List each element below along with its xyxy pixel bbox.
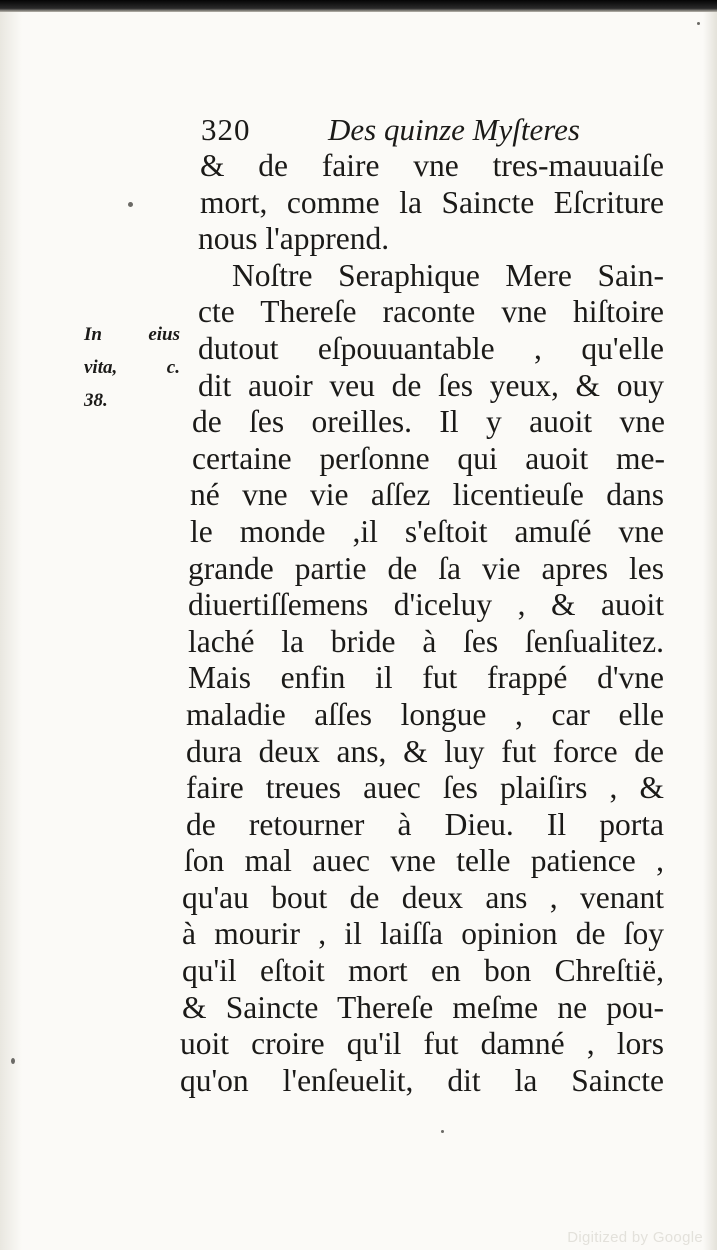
text-line: ſon mal auec vne telle patience , bbox=[184, 843, 664, 879]
ink-speck bbox=[697, 22, 700, 25]
text-line: nous l'apprend. bbox=[198, 221, 390, 257]
text-line: qu'il eſtoit mort en bon Chreſtië, bbox=[182, 953, 664, 989]
text-line: grande partie de ſa vie apres les bbox=[188, 550, 664, 586]
text-line: & Saincte Thereſe meſme ne pou- bbox=[182, 989, 664, 1025]
text-line: faire treues auec ſes plaiſirs , & bbox=[186, 770, 664, 806]
page-edge-shadow bbox=[703, 12, 717, 1250]
text-line: à mourir , il laiſſa opinion de ſoy bbox=[182, 916, 664, 952]
text-line: Mais enfin il fut frappé d'vne bbox=[188, 660, 664, 696]
text-line: qu'on l'enſeuelit, dit la Saincte bbox=[180, 1062, 664, 1098]
text-line: dura deux ans, & luy fut force de bbox=[186, 733, 664, 769]
text-line: mort, comme la Saincte Eſcriture bbox=[200, 184, 664, 220]
margin-note-line: 38. bbox=[84, 390, 108, 411]
gutter-shadow bbox=[0, 12, 22, 1250]
binding-edge bbox=[0, 0, 717, 12]
text-line: Noſtre Seraphique Mere Sain- bbox=[232, 257, 664, 293]
page-header bbox=[201, 110, 621, 150]
text-line: uoit croire qu'il fut damné , lors bbox=[180, 1026, 664, 1062]
text-line: qu'au bout de deux ans , venant bbox=[182, 879, 664, 915]
text-line: maladie aſſes longue , car elle bbox=[186, 696, 664, 732]
page-number: 320 bbox=[201, 112, 251, 147]
ink-speck bbox=[128, 202, 133, 207]
running-head: Des quinze Myſteres bbox=[328, 112, 580, 147]
margin-note bbox=[84, 318, 180, 417]
ink-speck bbox=[11, 1058, 15, 1064]
text-line: né vne vie aſſez licentieuſe dans bbox=[190, 477, 664, 513]
text-line: cte Thereſe raconte vne hiſtoire bbox=[198, 294, 664, 330]
text-line: de retourner à Dieu. Il porta bbox=[186, 806, 664, 842]
body-text bbox=[182, 148, 672, 1099]
text-line: le monde ,il s'eſtoit amuſé vne bbox=[190, 513, 664, 549]
text-line: laché la bride à ſes ſenſualitez. bbox=[188, 623, 664, 659]
text-line: certaine perſonne qui auoit me- bbox=[192, 440, 665, 476]
margin-note-line: In eius bbox=[84, 324, 180, 345]
text-line: dutout eſpouuantable , qu'elle bbox=[198, 330, 664, 366]
text-line: diuertiſſemens d'iceluy , & auoit bbox=[188, 587, 664, 623]
ink-speck bbox=[441, 1130, 444, 1133]
margin-note-line: vita, c. bbox=[84, 357, 180, 378]
digitization-watermark: Digitized by Google bbox=[567, 1229, 703, 1246]
text-line: de ſes oreilles. Il y auoit vne bbox=[192, 404, 665, 440]
text-line: & de faire vne tres-mauuaiſe bbox=[200, 148, 664, 183]
text-line: dit auoir veu de ſes yeux, & ouy bbox=[198, 367, 664, 403]
